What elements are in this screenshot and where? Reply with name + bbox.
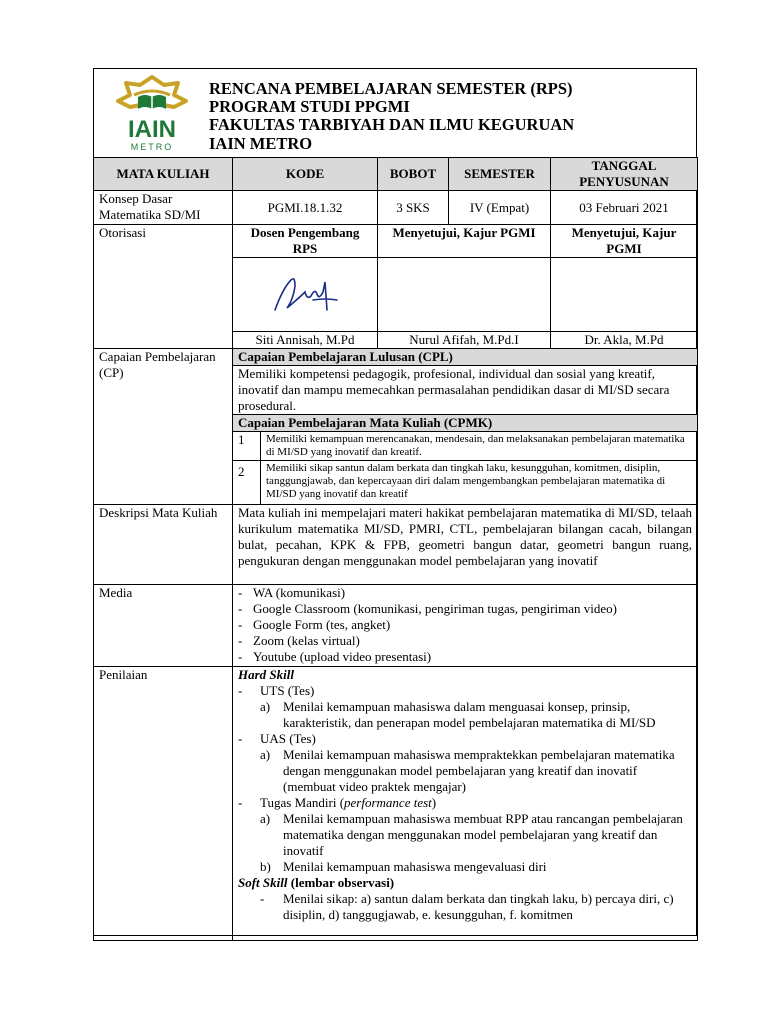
- media-item: - Zoom (kelas virtual): [238, 633, 360, 648]
- svg-text:METRO: METRO: [130, 142, 174, 152]
- media-item: - Google Classroom (komunikasi, pengiriman tugas, pengiriman video): [238, 601, 617, 616]
- cpl-text: Memiliki kompetensi pedagogik, profesional, individual dan sosial yang kreatif, inovatif dan mampu memecahkan permasalahan pendidikan dasar di MI/SD secara prosedural.: [233, 366, 698, 415]
- signature-dosen-cell: [233, 258, 378, 332]
- course-info-row: [94, 191, 698, 225]
- tugas-point-a: a) Menilai kemampuan mahasiswa membuat RPP atau rancangan pembelajaran matematika dengan menggunakan model pembelajaran yang kreatif dan inovatif: [260, 811, 683, 858]
- course-semester: IV (Empat): [449, 191, 551, 225]
- description-text: Mata kuliah ini mempelajari materi hakikat pembelajaran matematika di MI/SD, telaah kurikulum matematika MI/SD, PMRI, CTL, pembelajaran bilangan cacah, bilangan bulat, pecahan, KPK & FPB, geometri bangun datar, geometri bangun ruang, pengukuran dengan menggunakan model pembelajaran yang inovatif: [233, 505, 698, 585]
- rps-table: [93, 157, 698, 941]
- course-name: Konsep Dasar Matematika SD/MI: [94, 191, 233, 225]
- course-weight: 3 SKS: [378, 191, 449, 225]
- header-bobot: BOBOT: [378, 158, 449, 191]
- media-item: - Google Form (tes, angket): [238, 617, 391, 632]
- signature-kajur-2-cell: [551, 258, 698, 332]
- header-mata-kuliah: MATA KULIAH: [94, 158, 233, 191]
- header-semester: SEMESTER: [449, 158, 551, 191]
- uts-point-a: a) Menilai kemampuan mahasiswa dalam menguasai konsep, prinsip, karakteristik, dan penerapan model pembelajaran matematika di MI/SD: [260, 699, 656, 730]
- role-menyetujui-2: Menyetujui, Kajur PGMI: [551, 225, 698, 258]
- document-header: [94, 69, 696, 159]
- media-row: [94, 585, 698, 667]
- rps-document: [93, 68, 697, 936]
- tugas-point-b: b) Menilai kemampuan mahasiswa mengevaluasi diri: [260, 859, 547, 874]
- title-line-1: RENCANA PEMBELAJARAN SEMESTER (RPS): [209, 79, 573, 98]
- media-label: Media: [94, 585, 233, 667]
- soft-skill-heading: Soft Skill (lembar observasi): [238, 875, 395, 890]
- description-row: [94, 505, 698, 585]
- authorization-row: [94, 225, 698, 258]
- name-dosen: Siti Annisah, M.Pd: [233, 332, 378, 349]
- description-label: Deskripsi Mata Kuliah: [94, 505, 233, 585]
- assessment-row: [94, 667, 698, 941]
- header-tanggal: TANGGAL PENYUSUNAN: [551, 158, 698, 191]
- assessment-content: [233, 667, 698, 941]
- course-date: 03 Februari 2021: [551, 191, 698, 225]
- header-kode: KODE: [233, 158, 378, 191]
- cpmk-heading: Capaian Pembelajaran Mata Kuliah (CPMK): [233, 415, 698, 432]
- signature-image: [265, 270, 345, 320]
- uas-item: - UAS (Tes): [238, 731, 316, 746]
- cpmk-text-1: Memiliki kemampuan merencanakan, mendesain, dan melaksanakan pembelajaran matematika di MI/SD yang inovatif dan kreatif.: [266, 433, 685, 458]
- media-list: [233, 585, 698, 667]
- soft-skill-item: - Menilai sikap: a) santun dalam berkata dan tingkah laku, b) percaya diri, c) disiplin, d) tanggugjawab, e. kesungguhan, f. komitmen: [260, 891, 674, 922]
- title-line-2: PROGRAM STUDI PPGMI: [209, 97, 410, 116]
- media-item: - WA (komunikasi): [238, 585, 346, 600]
- media-item: - Youtube (upload video presentasi): [238, 649, 432, 664]
- cpmk-number-2: 2: [233, 461, 261, 504]
- assessment-label: Penilaian: [94, 667, 233, 941]
- name-kajur-1: Nurul Afifah, M.Pd.I: [378, 332, 551, 349]
- cpmk-text-2: Memiliki sikap santun dalam berkata dan tingkah laku, kesungguhan, komitmen, disiplin, tanggungjawab, dan kepercayaan diri dalam mengembangkan pembelajaran matematika di MI/SD yang inovatif dan kreatif: [266, 462, 666, 500]
- name-kajur-2: Dr. Akla, M.Pd: [551, 332, 698, 349]
- role-dosen: Dosen Pengembang RPS: [233, 225, 378, 258]
- title-line-3: FAKULTAS TARBIYAH DAN ILMU KEGURUAN: [209, 115, 575, 134]
- uts-item: - UTS (Tes): [238, 683, 315, 698]
- svg-text:IAIN: IAIN: [128, 116, 176, 143]
- authorization-label: Otorisasi: [94, 225, 233, 349]
- title-line-4: IAIN METRO: [209, 134, 313, 153]
- iain-metro-logo: [104, 73, 200, 153]
- role-menyetujui-1: Menyetujui, Kajur PGMI: [378, 225, 551, 258]
- course-header-row: [94, 158, 698, 191]
- cpl-heading: Capaian Pembelajaran Lulusan (CPL): [233, 349, 698, 366]
- uas-point-a: a) Menilai kemampuan mahasiswa mempraktekkan pembelajaran matematika dengan menggunakan model pembelajaran yang kreatif dan inovatif (membuat video praktek mengajar): [260, 747, 675, 794]
- cp-label: Capaian Pembelajaran (CP): [94, 349, 233, 505]
- cpmk-number-1: 1: [233, 432, 261, 460]
- cpl-heading-row: [94, 349, 698, 366]
- course-code: PGMI.18.1.32: [233, 191, 378, 225]
- signature-kajur-1-cell: [378, 258, 551, 332]
- tugas-item: - Tugas Mandiri (performance test): [238, 795, 437, 810]
- hard-skill-heading: Hard Skill: [238, 667, 294, 682]
